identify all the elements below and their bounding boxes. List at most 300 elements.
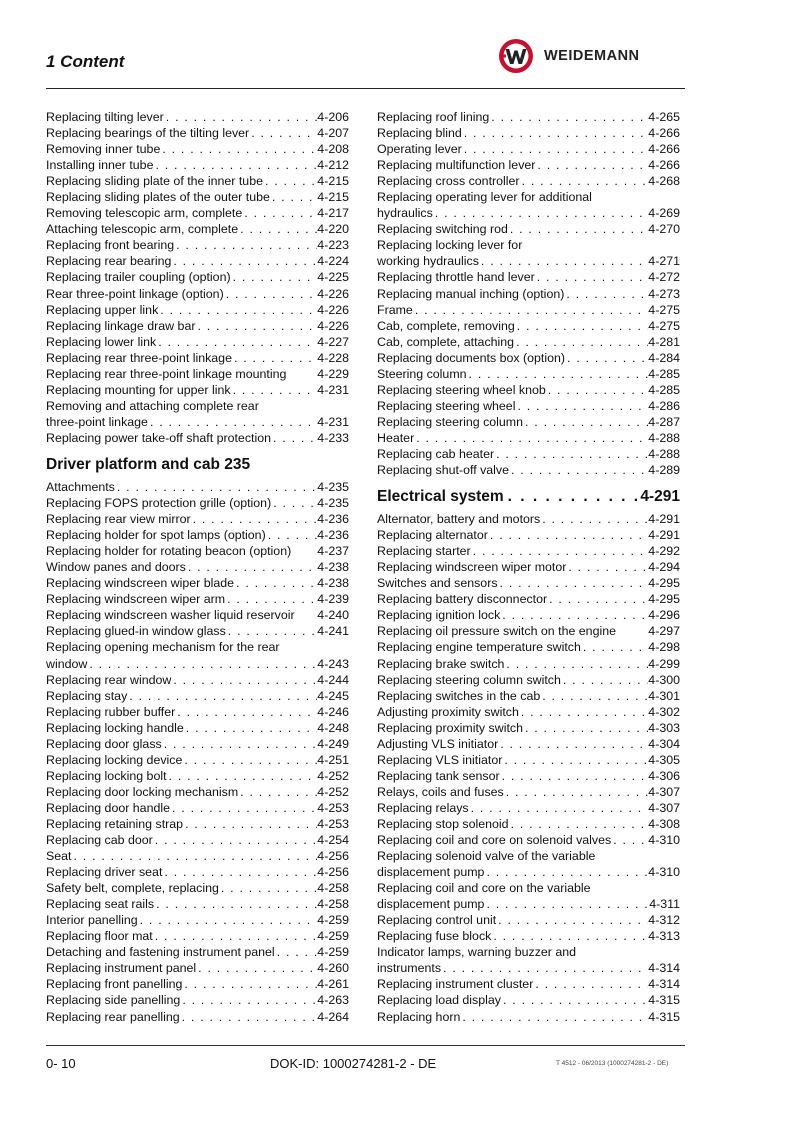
toc-entry-page: 4-253 (317, 800, 349, 815)
toc-entry[interactable] (377, 720, 680, 736)
toc-entry-page: 4-266 (648, 158, 680, 173)
toc-entry[interactable] (377, 269, 680, 285)
toc-entry[interactable] (46, 527, 349, 543)
leader-dots (226, 623, 318, 639)
toc-entry-title: Replacing switching rod (377, 222, 508, 237)
toc-entry[interactable] (46, 736, 349, 752)
toc-entry-page: 4-233 (317, 430, 349, 445)
leader-dots (263, 173, 317, 189)
toc-entry[interactable] (377, 414, 680, 430)
toc-entry-page: 4-307 (648, 800, 680, 815)
toc-entry[interactable] (377, 656, 680, 672)
toc-entry[interactable] (377, 816, 680, 832)
leader-dots (87, 656, 317, 672)
toc-entry-title: Replacing locking handle (46, 720, 184, 735)
toc-entry-page: 4-220 (317, 222, 349, 237)
toc-entry[interactable] (377, 559, 680, 575)
leader-dots (515, 318, 649, 334)
toc-entry[interactable] (46, 688, 349, 704)
toc-entry[interactable] (377, 672, 680, 688)
toc-entry-title: Replacing switches in the cab (377, 688, 541, 703)
toc-entry-title: Replacing rear three-point linkage (46, 350, 232, 365)
toc-entry[interactable] (46, 623, 349, 639)
toc-entry[interactable] (377, 960, 680, 976)
leader-dots (195, 318, 317, 334)
toc-entry-page: 4-314 (648, 961, 680, 976)
leader-dots (224, 286, 318, 302)
leader-dots (154, 896, 317, 912)
toc-entry[interactable] (46, 366, 349, 382)
toc-entry-page: 4-240 (317, 608, 349, 623)
toc-entry-page: 4-236 (317, 512, 349, 527)
toc-entry[interactable] (377, 607, 680, 623)
toc-entry-title: Replacing stay (46, 688, 128, 703)
toc-entry[interactable] (46, 656, 349, 672)
toc-entry[interactable] (46, 672, 349, 688)
toc-entry-title: Replacing ignition lock (377, 608, 501, 623)
toc-entry-title: Replacing bearings of the tilting lever (46, 126, 250, 141)
toc-entry-page: 4-298 (648, 640, 680, 655)
toc-entry[interactable] (46, 495, 349, 511)
toc-entry-page: 4-308 (648, 816, 680, 831)
toc-entry-page: 4-266 (648, 142, 680, 157)
toc-entry-page: 4-281 (648, 334, 680, 349)
document-version: T 4512 - 06/2013 (1000274281-2 - DE) (556, 1060, 669, 1067)
leader-dots (462, 141, 649, 157)
toc-entry[interactable] (377, 784, 680, 800)
toc-entry-page: 4-301 (648, 688, 680, 703)
leader-dots (501, 992, 648, 1008)
toc-entry-title-line: Replacing solenoid valve of the variable (377, 849, 596, 864)
toc-entry-page: 4-231 (317, 414, 349, 429)
toc-entry-title: Replacing documents box (option) (377, 350, 566, 365)
toc-entry-page: 4-313 (648, 929, 680, 944)
leader-dots (508, 221, 648, 237)
toc-entry-title: three-point linkage (46, 414, 148, 429)
toc-entry-title: Replacing upper link (46, 302, 159, 317)
leader-dots (238, 784, 317, 800)
toc-entry[interactable] (46, 479, 349, 495)
toc-entry-page: 4-226 (317, 302, 349, 317)
toc-entry[interactable] (46, 157, 349, 173)
toc-entry[interactable] (46, 350, 349, 366)
leader-dots (232, 350, 317, 366)
toc-entry[interactable] (377, 398, 680, 414)
leader-dots (162, 864, 317, 880)
toc-entry[interactable] (46, 607, 349, 623)
toc-entry-title: Replacing door handle (46, 800, 170, 815)
leader-dots (540, 511, 648, 527)
leader-dots (414, 430, 648, 446)
toc-entry[interactable] (377, 992, 680, 1008)
toc-entry-title: Replacing rear panelling (46, 1009, 180, 1024)
toc-entry-title: Replacing oil pressure switch on the engine (377, 624, 617, 639)
toc-entry-page: 4-246 (317, 704, 349, 719)
toc-entry[interactable] (377, 575, 680, 591)
toc-entry-page: 4-258 (317, 897, 349, 912)
toc-entry-title: Replacing engine temperature switch (377, 640, 581, 655)
toc-entry[interactable] (46, 318, 349, 334)
toc-entry-title: Replacing brake switch (377, 656, 505, 671)
toc-entry-title: Removing inner tube (46, 142, 161, 157)
toc-entry-title: Cab, complete, attaching (377, 334, 515, 349)
leader-dots (219, 880, 317, 896)
toc-entry-title: Replacing battery disconnector (377, 592, 548, 607)
brand-name: WEIDEMANN (544, 48, 640, 64)
toc-entry[interactable] (377, 350, 680, 366)
toc-entry-title: Replacing retaining strap (46, 816, 184, 831)
toc-entry-title: Replacing cab door (46, 833, 153, 848)
toc-entry[interactable] (46, 189, 349, 205)
toc-entry-page: 4-259 (317, 945, 349, 960)
toc-entry[interactable] (46, 334, 349, 350)
toc-entry-title: Replacing steering column switch (377, 672, 561, 687)
toc-entry[interactable] (377, 511, 680, 527)
toc-entry[interactable] (377, 157, 680, 173)
toc-entry-page: 4-295 (648, 576, 680, 591)
toc-entry[interactable] (377, 752, 680, 768)
toc-entry-title: Adjusting proximity switch (377, 704, 519, 719)
leader-dots (234, 575, 317, 591)
toc-entry[interactable] (46, 720, 349, 736)
toc-entry[interactable] (46, 173, 349, 189)
leader-dots (519, 704, 648, 720)
leader-dots (156, 334, 317, 350)
toc-entry-title: Replacing windscreen washer liquid reservoir (46, 608, 295, 623)
toc-entry[interactable] (46, 864, 349, 880)
toc-entry[interactable] (377, 639, 680, 655)
leader-dots (158, 302, 317, 318)
toc-entry-title: Replacing steering wheel knob (377, 382, 546, 397)
toc-entry-title: Replacing power take-off shaft protection (46, 430, 271, 445)
toc-entry-page: 4-307 (648, 784, 680, 799)
toc-entry[interactable] (46, 205, 349, 221)
toc-entry[interactable] (377, 430, 680, 446)
toc-entry[interactable] (377, 704, 680, 720)
toc-entry-title: Replacing mounting for upper link (46, 382, 231, 397)
toc-entry[interactable] (46, 430, 349, 446)
leader-dots (561, 672, 648, 688)
leader-dots (295, 607, 318, 623)
toc-entry-page: 4-310 (648, 833, 680, 848)
leader-dots (164, 109, 318, 125)
toc-entry-page: 4-212 (317, 158, 349, 173)
toc-entry-title: Replacing steering column (377, 414, 524, 429)
leader-dots (546, 382, 649, 398)
toc-entry-page: 4-289 (648, 463, 680, 478)
toc-entry[interactable] (46, 302, 349, 318)
toc-entry[interactable] (46, 253, 349, 269)
leader-dots (564, 286, 648, 302)
toc-entry-title: Rear three-point linkage (option) (46, 286, 224, 301)
leader-dots (515, 398, 648, 414)
toc-entry-title: Replacing windscreen wiper blade (46, 576, 235, 591)
toc-entry[interactable] (377, 896, 680, 912)
toc-entry-page: 4-286 (648, 398, 680, 413)
toc-entry-title: Cab, complete, removing (377, 318, 515, 333)
leader-dots (160, 141, 317, 157)
toc-entry-title: Replacing stop solenoid (377, 816, 509, 831)
toc-entry[interactable] (377, 173, 680, 189)
toc-entry-page: 4-297 (648, 624, 680, 639)
leader-dots (127, 688, 317, 704)
leader-dots (566, 559, 648, 575)
toc-entry[interactable] (46, 928, 349, 944)
page-title: 1 Content (46, 52, 125, 71)
toc-entry-page: 4-206 (317, 110, 349, 124)
toc-entry-page: 4-288 (648, 446, 680, 461)
toc-entry-title: Replacing fuse block (377, 929, 492, 944)
leader-dots (433, 205, 649, 221)
toc-entry-title: Replacing instrument cluster (377, 977, 534, 992)
leader-dots (498, 736, 648, 752)
toc-entry[interactable] (46, 976, 349, 992)
toc-entry-page: 4-252 (317, 768, 349, 783)
toc-entry-title: Replacing windscreen wiper motor (377, 560, 567, 575)
leader-dots (174, 237, 317, 253)
toc-entry-page: 4-235 (317, 479, 349, 494)
leader-dots (271, 430, 317, 446)
leader-dots (242, 205, 317, 221)
toc-entry[interactable] (377, 527, 680, 543)
toc-entry-page: 4-315 (648, 993, 680, 1008)
toc-entry-page: 4-302 (648, 704, 680, 719)
toc-entry-page: 4-296 (648, 608, 680, 623)
toc-entry-title: Replacing shut-off valve (377, 463, 510, 478)
toc-entry-page: 4-256 (317, 865, 349, 880)
toc-entry[interactable] (377, 286, 680, 302)
leader-dots (271, 495, 317, 511)
toc-entry-title: Replacing blind (377, 126, 462, 141)
toc-entry-page: 4-265 (648, 110, 680, 124)
toc-entry-page: 4-314 (648, 977, 680, 992)
toc-entry-title: Interior panelling (46, 913, 138, 928)
toc-entry-page: 4-228 (317, 350, 349, 365)
leader-dots (500, 768, 649, 784)
toc-entry-page: 4-288 (648, 430, 680, 445)
leader-dots (514, 334, 648, 350)
toc-entry[interactable] (46, 575, 349, 591)
toc-entry-title: Replacing lower link (46, 334, 157, 349)
toc-entry[interactable] (46, 543, 349, 559)
toc-entry[interactable] (377, 221, 680, 237)
toc-entry[interactable] (377, 446, 680, 462)
toc-entry-title: Steering column (377, 366, 467, 381)
toc-entry-title: Installing inner tube (46, 158, 154, 173)
toc-right-column (377, 109, 680, 1025)
toc-entry[interactable] (46, 800, 349, 816)
leader-dots (184, 720, 318, 736)
toc-entry-page: 4-275 (648, 318, 680, 333)
toc-entry-title: Window panes and doors (46, 560, 186, 575)
leader-dots (175, 704, 317, 720)
toc-entry-page: 4-263 (317, 993, 349, 1008)
toc-entry-title-line: Replacing locking lever for (377, 238, 523, 253)
toc-entry[interactable] (377, 976, 680, 992)
leader-dots (180, 992, 317, 1008)
toc-entry[interactable] (46, 237, 349, 253)
toc-entry[interactable] (46, 704, 349, 720)
toc-entry-page: 4-268 (648, 174, 680, 189)
toc-entry-page: 4-273 (648, 286, 680, 301)
toc-entry-page: 4-271 (648, 254, 680, 269)
toc-entry[interactable] (46, 816, 349, 832)
leader-dots (249, 125, 317, 141)
toc-entry-title: Replacing rear view mirror (46, 512, 191, 527)
toc-entry[interactable] (46, 1009, 349, 1025)
leader-dots (460, 1009, 648, 1025)
toc-entry[interactable] (46, 559, 349, 575)
toc-entry-title: Replacing seat rails (46, 897, 155, 912)
toc-entry-title: Seat (46, 849, 72, 864)
toc-entry-title: Replacing glued-in window glass (46, 624, 226, 639)
toc-entry-title: Replacing sliding plate of the inner tube (46, 174, 263, 189)
leader-dots (191, 511, 318, 527)
toc-entry-title: displacement pump (377, 865, 485, 880)
toc-entry-title: hydraulics (377, 206, 433, 221)
toc-entry-title: Operating lever (377, 142, 462, 157)
leader-dots (196, 960, 317, 976)
toc-entry-page: 4-292 (648, 544, 680, 559)
toc-entry-title: Replacing rear window (46, 672, 172, 687)
toc-entry[interactable] (377, 382, 680, 398)
toc-entry[interactable] (46, 591, 349, 607)
toc-entry[interactable] (46, 784, 349, 800)
toc-entry[interactable] (46, 286, 349, 302)
toc-entry[interactable] (377, 366, 680, 382)
brand-logo (498, 38, 640, 74)
toc-entry[interactable] (377, 832, 680, 848)
toc-entry[interactable] (377, 462, 680, 478)
leader-dots (533, 976, 648, 992)
toc-entry-title: Replacing locking bolt (46, 768, 167, 783)
toc-entry-page: 4-252 (317, 784, 349, 799)
toc-entry-title: Replacing multifunction lever (377, 158, 536, 173)
toc-entry-page: 4-226 (317, 318, 349, 333)
toc-entry-page: 4-294 (648, 560, 680, 575)
toc-entry-page: 4-275 (648, 302, 680, 317)
toc-entry-title: Switches and sensors (377, 576, 498, 591)
toc-entry[interactable] (377, 912, 680, 928)
toc-entry[interactable] (46, 768, 349, 784)
toc-entry[interactable] (46, 912, 349, 928)
leader-dots (115, 479, 317, 495)
toc-entry[interactable] (46, 752, 349, 768)
toc-entry[interactable] (377, 302, 680, 318)
leader-dots (231, 269, 318, 285)
toc-entry-page: 4-249 (317, 736, 349, 751)
toc-entry[interactable] (46, 896, 349, 912)
toc-entry[interactable] (377, 543, 680, 559)
toc-entry-page: 4-264 (317, 1009, 349, 1024)
toc-entry-title: Replacing floor mat (46, 929, 153, 944)
toc-entry[interactable] (377, 141, 680, 157)
leader-dots (471, 543, 649, 559)
toc-entry[interactable] (377, 623, 680, 639)
page-number: 0- 10 (46, 1056, 76, 1071)
toc-entry[interactable] (46, 848, 349, 864)
toc-entry[interactable] (377, 736, 680, 752)
toc-entry-title: Frame (377, 302, 413, 317)
toc-entry-title: Replacing coil and core on solenoid valves (377, 833, 612, 848)
toc-entry[interactable] (46, 832, 349, 848)
toc-entry[interactable] (377, 318, 680, 334)
toc-entry[interactable] (377, 800, 680, 816)
toc-entry-title: Replacing locking device (46, 752, 183, 767)
toc-entry[interactable] (377, 253, 680, 269)
leader-dots (266, 527, 318, 543)
leader-dots (494, 446, 648, 462)
toc-entry[interactable] (46, 221, 349, 237)
toc-entry-title: Removing telescopic arm, complete (46, 206, 243, 221)
toc-entry-page: 4-291 (648, 528, 680, 543)
toc-entry[interactable] (377, 768, 680, 784)
toc-entry-title: Replacing load display (377, 993, 501, 1008)
leader-dots (520, 173, 649, 189)
toc-entry-page: 4-303 (648, 720, 680, 735)
toc-entry-title: Replacing VLS initiator (377, 752, 503, 767)
toc-entry-title: Alternator, battery and motors (377, 512, 541, 527)
toc-entry-title: Replacing linkage draw bar (46, 318, 196, 333)
toc-entry[interactable] (377, 125, 680, 141)
toc-entry-page: 4-237 (317, 544, 349, 559)
toc-entry-title: Replacing door glass (46, 736, 162, 751)
toc-entry[interactable] (46, 511, 349, 527)
toc-entry-page: 4-245 (317, 688, 349, 703)
toc-entry[interactable] (46, 125, 349, 141)
toc-entry-title: Relays, coils and fuses (377, 784, 504, 799)
leader-dots (523, 414, 648, 430)
leader-dots (488, 527, 648, 543)
toc-entry[interactable] (377, 334, 680, 350)
toc-entry[interactable] (46, 109, 349, 125)
leader-dots (182, 752, 317, 768)
toc-entry-title: Safety belt, complete, replacing (46, 881, 219, 896)
toc-entry-page: 4-272 (648, 270, 680, 285)
toc-entry[interactable] (377, 109, 680, 125)
leader-dots (502, 752, 648, 768)
leader-dots (153, 928, 318, 944)
toc-entry[interactable] (377, 591, 680, 607)
toc-entry-page: 4-300 (648, 672, 680, 687)
toc-entry[interactable] (46, 414, 349, 430)
toc-entry[interactable] (46, 960, 349, 976)
toc-entry[interactable] (46, 269, 349, 285)
toc-entry-page: 4-315 (648, 1009, 680, 1024)
toc-entry[interactable] (46, 992, 349, 1008)
toc-entry[interactable] (377, 864, 680, 880)
toc-entry[interactable] (46, 141, 349, 157)
toc-entry[interactable] (46, 880, 349, 896)
leader-dots (509, 462, 648, 478)
toc-entry-title: Replacing trailer coupling (option) (46, 270, 231, 285)
leader-dots (484, 896, 649, 912)
toc-entry[interactable] (46, 382, 349, 398)
toc-entry[interactable] (46, 944, 349, 960)
toc-entry-title: Replacing proximity switch (377, 720, 523, 735)
toc-entry[interactable] (377, 928, 680, 944)
toc-entry-page: 4-269 (648, 206, 680, 221)
toc-entry[interactable] (377, 688, 680, 704)
toc-entry[interactable] (377, 1009, 680, 1025)
toc-entry[interactable] (377, 205, 680, 221)
leader-dots (138, 912, 318, 928)
leader-dots (413, 302, 648, 318)
toc-entry-page: 4-306 (648, 768, 680, 783)
toc-entry-page: 4-235 (317, 496, 349, 511)
footer-divider (46, 1045, 685, 1046)
leader-dots (238, 221, 317, 237)
